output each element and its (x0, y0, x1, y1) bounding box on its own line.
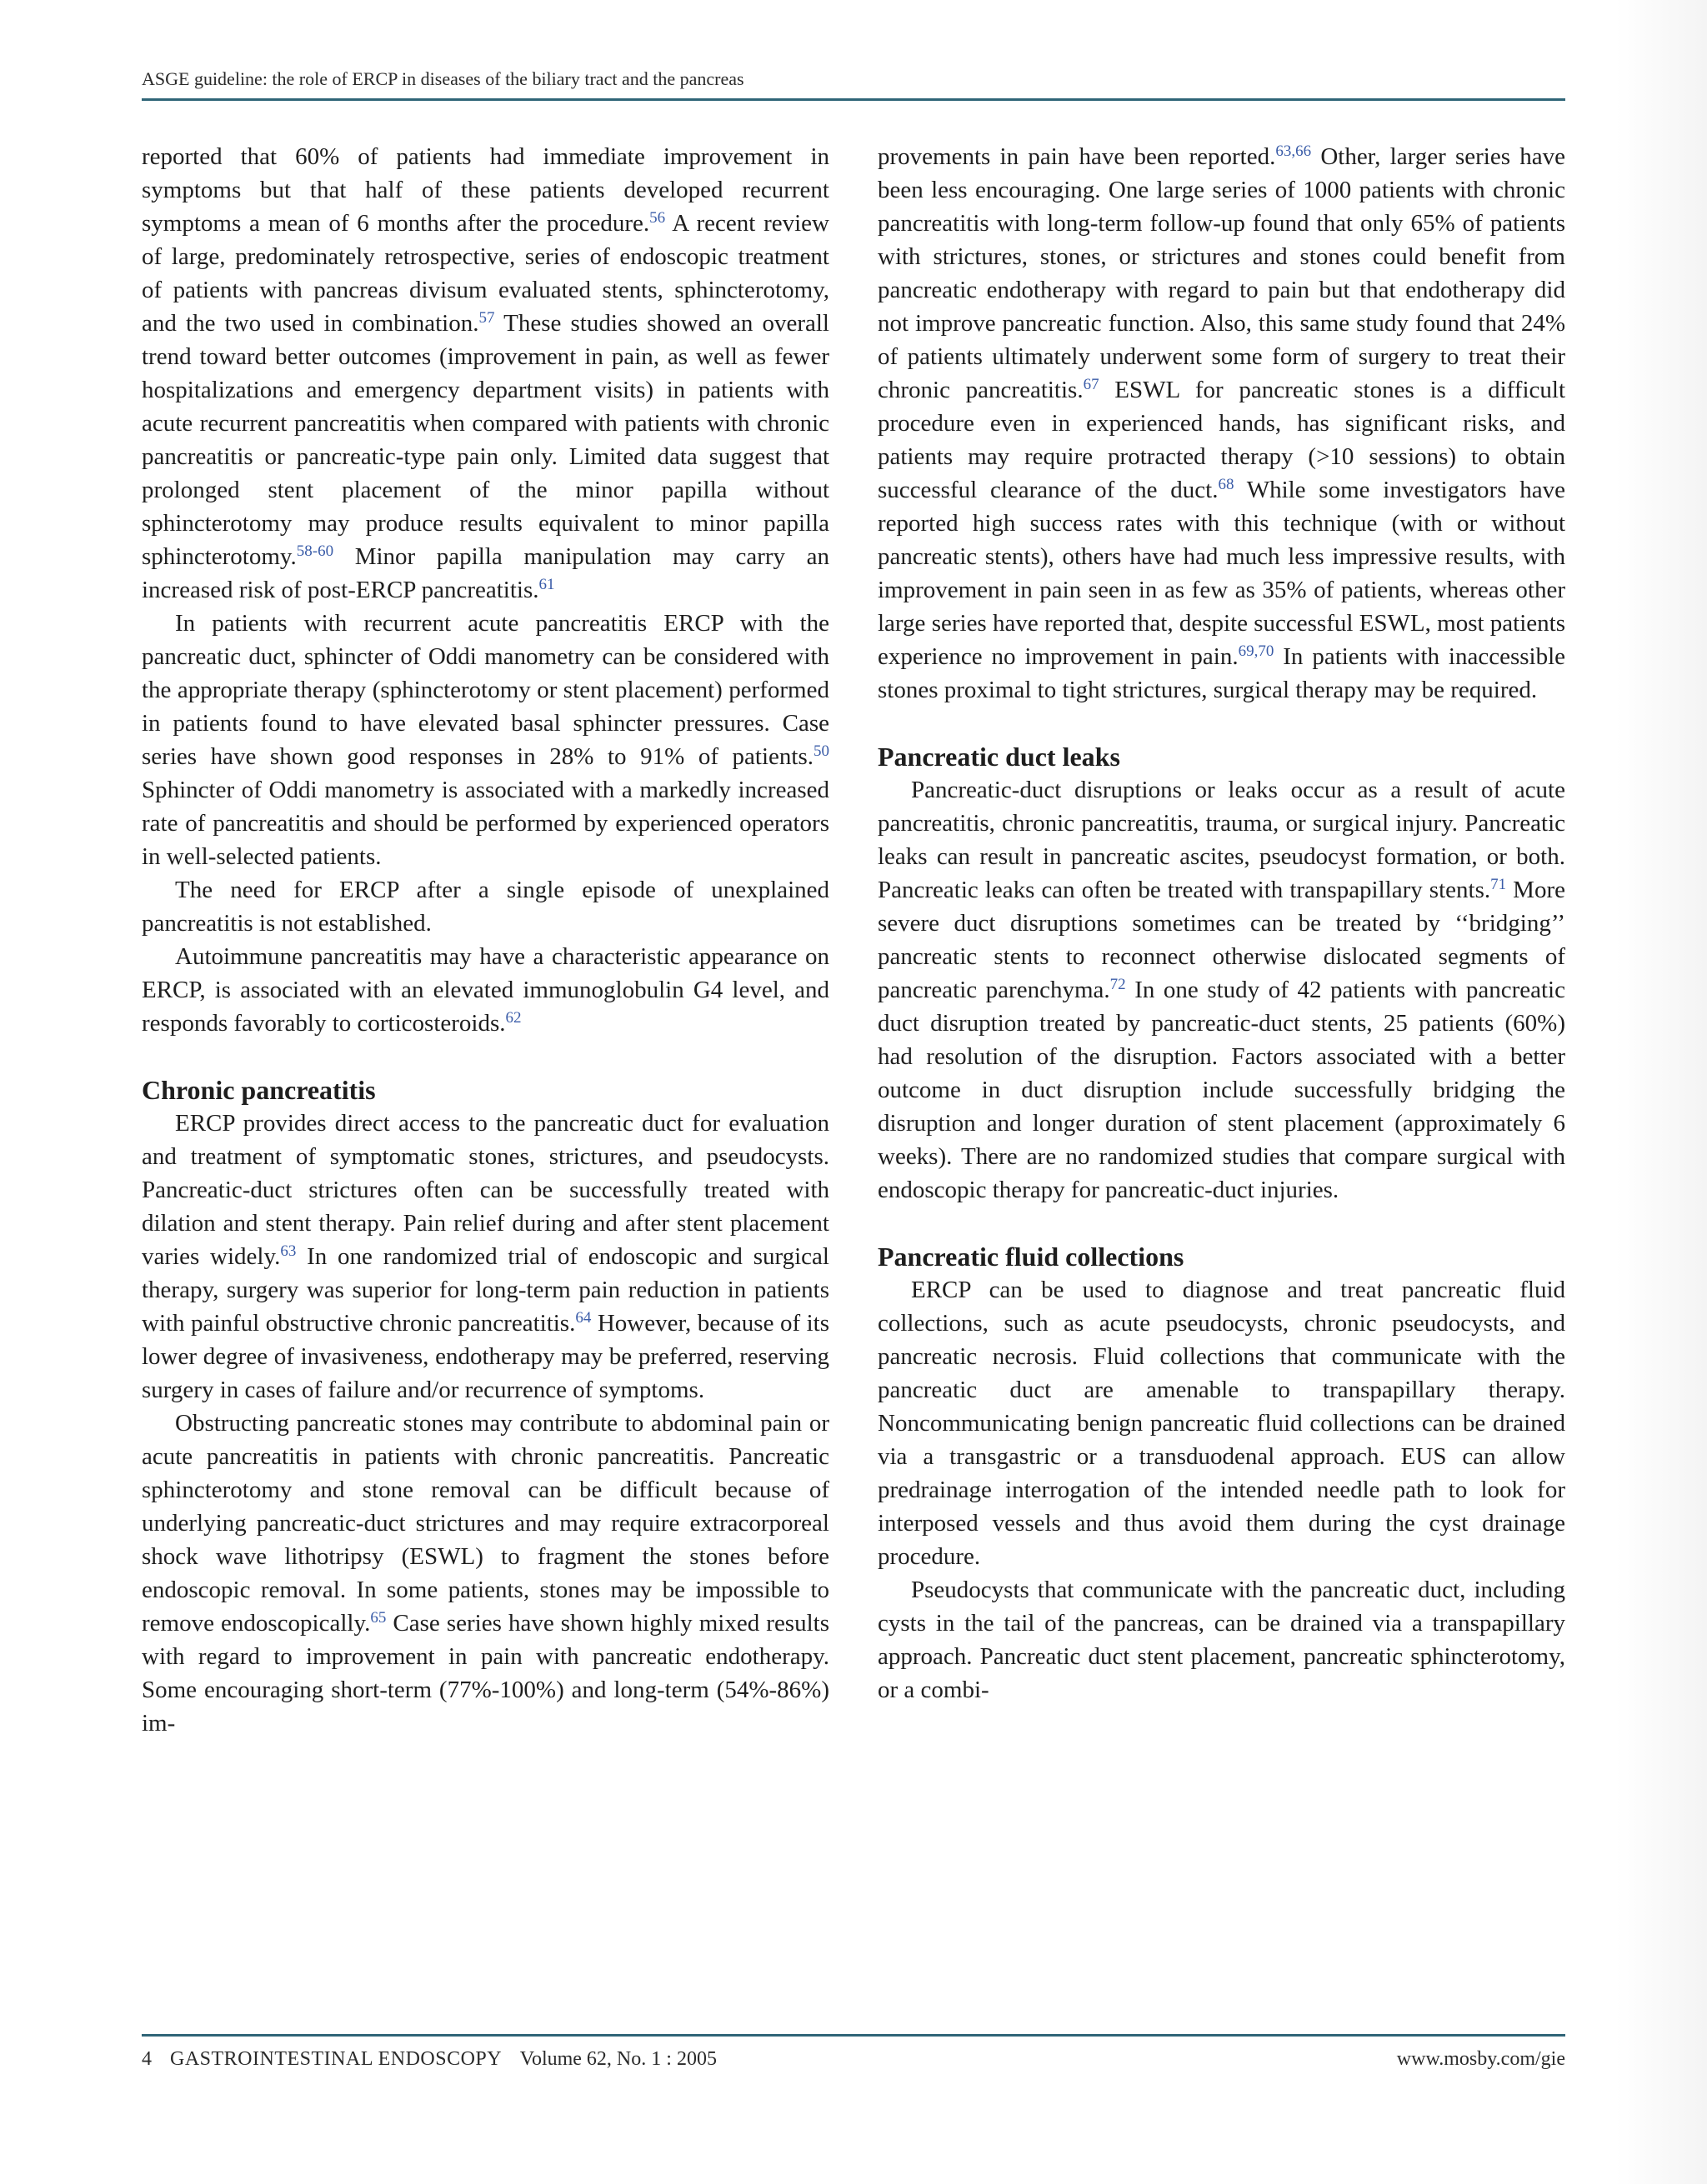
text-run: ESWL for pancreatic stones is a difficult procedure even in experienced hands, has significant risks, and patients may require protracted therapy (>10 sessions) to obtain successful clearance of the duct. (878, 377, 1565, 503)
text-run: ERCP can be used to diagnose and treat pancreatic fluid collections, such as acute pseudocysts, chronic pseudocysts, and pancreatic necrosis. Fluid collections that communicate with the pancreatic duct are amenable to transpapillary therapy. Noncommunicating benign pancreatic fluid collections can be drained via a transgastric or a transduodenal approach. EUS can allow predrainage interrogation of the intended needle path to look for interposed vessels and thus avoid them during the cyst drainage procedure. (878, 1277, 1565, 1570)
text-run: In patients with recurrent acute pancreatitis ERCP with the pancreatic duct, sphincter of Oddi manometry can be considered with the appropriate therapy (sphincterotomy or stent placement) performed in patients found to have elevated basal sphincter pressures. Case series have shown good responses in 28% to 91% of patients. (142, 610, 829, 770)
text-run: Other, larger series have been less encouraging. One large series of 1000 patients with chronic pancreatitis with long-term follow-up found that only 65% of patients with strictures, stones, or strictures and stones could benefit from pancreatic endotherapy with regard to pain but that endotherapy did not improve pancreatic function. Also, this same study found that 24% of patients ultimately underwent some form of surgery to treat their chronic pancreatitis. (878, 143, 1566, 403)
text-run: In one study of 42 patients with pancreatic duct disruption treated by pancreatic-duct stents, 25 patients (60%) had resolution of the disruption. Factors associated with a better outcome in duct disruption include successfully bridging the disruption and longer duration of stent placement (approximately 6 weeks). There are no randomized studies that compare surgical with endoscopic therapy for pancreatic-duct injuries. (878, 977, 1565, 1203)
citation-ref[interactable]: 69,70 (1238, 642, 1274, 660)
right-column (878, 140, 1565, 1707)
citation-ref[interactable]: 62 (505, 1009, 522, 1027)
text-run: In patients with inaccessible stones proximal to tight strictures, surgical therapy may be required. (878, 643, 1566, 703)
footer-rule (142, 2034, 1565, 2037)
body-paragraph (142, 607, 829, 873)
text-run: Pseudocysts that communicate with the pancreatic duct, including cysts in the tail of the pancreas, can be drained via a transpapillary approach. Pancreatic duct stent placement, pancreatic sphincterotomy, or a combi- (878, 1577, 1565, 1703)
citation-ref[interactable]: 57 (478, 309, 495, 327)
body-paragraph (142, 1107, 829, 1407)
body-paragraph (142, 1407, 829, 1740)
section-heading: Pancreatic duct leaks (878, 742, 1120, 772)
section-heading: Chronic pancreatitis (142, 1075, 376, 1105)
left-column (142, 140, 829, 1740)
citation-ref[interactable]: 58-60 (296, 542, 334, 560)
page-number: 4 (142, 2048, 152, 2070)
text-run: Obstructing pancreatic stones may contribute to abdominal pain or acute pancreatitis in patients with chronic pancreatitis. Pancreatic sphincterotomy and stone removal can be difficult because of underlying pancreatic-duct strictures and may require extracorporeal shock wave lithotripsy (ESWL) to fragment the stones before endoscopic removal. In some patients, stones may be impossible to remove endoscopically. (142, 1410, 829, 1637)
section-heading: Pancreatic fluid collections (878, 1242, 1184, 1272)
text-run: Autoimmune pancreatitis may have a characteristic appearance on ERCP, is associated with an elevated immunoglobulin G4 level, and responds favorably to corticosteroids. (142, 943, 829, 1037)
citation-ref[interactable]: 50 (813, 742, 829, 760)
text-run: Minor papilla manipulation may carry an increased risk of post-ERCP pancreatitis. (142, 543, 829, 603)
text-run: The need for ERCP after a single episode of unexplained pancreatitis is not established. (142, 877, 829, 937)
header-rule (142, 98, 1565, 101)
body-paragraph (142, 940, 829, 1040)
text-run: In one randomized trial of endoscopic and surgical therapy, surgery was superior for long-term pain reduction in patients with painful obstructive chronic pancreatitis. (142, 1243, 829, 1337)
citation-ref[interactable]: 56 (649, 209, 666, 227)
text-run: However, because of its lower degree of invasiveness, endotherapy may be preferred, reserving surgery in cases of failure and/or recurrence of symptoms. (142, 1310, 829, 1403)
volume-issue: Volume 62, No. 1 (519, 2048, 662, 2070)
text-run: More severe duct disruptions sometimes can be treated by ‘‘bridging’’ pancreatic stents to reconnect otherwise dislocated segments of pancreatic parenchyma. (878, 877, 1565, 1003)
body-paragraph (878, 1273, 1565, 1573)
footer-citation (142, 2048, 717, 2071)
body-paragraph (878, 140, 1565, 707)
text-run: These studies showed an overall trend toward better outcomes (improvement in pain, as well as fewer hospitalizations and emergency department visits) in patients with acute recurrent pancreatitis when compared with patients with chronic pancreatitis or pancreatic-type pain only. Limited data suggest that prolonged stent placement of the minor papilla without sphincterotomy may produce results equivalent to minor papilla sphincterotomy. (142, 310, 829, 570)
scan-edge-shade (1615, 0, 1707, 2184)
text-run: A recent review of large, predominately retrospective, series of endoscopic treatment of patients with pancreas divisum evaluated stents, sphincterotomy, and the two used in combination. (142, 210, 829, 337)
citation-ref[interactable]: 63 (280, 1242, 297, 1260)
citation-ref[interactable]: 63,66 (1275, 142, 1312, 160)
citation-ref[interactable]: 67 (1083, 376, 1099, 393)
citation-ref[interactable]: 64 (575, 1309, 592, 1327)
running-head: ASGE guideline: the role of ERCP in diseases of the biliary tract and the pancreas (142, 68, 744, 89)
citation-ref[interactable]: 72 (1109, 976, 1126, 993)
text-run: Sphincter of Oddi manometry is associated with a markedly increased rate of pancreatitis and should be performed by experienced operators in well-selected patients. (142, 777, 829, 870)
text-run: Pancreatic-duct disruptions or leaks occur as a result of acute pancreatitis, chronic pancreatitis, trauma, or surgical injury. Pancreatic leaks can result in pancreatic ascites, pseudocyst formation, or both. Pancreatic leaks can often be treated with transpapillary stents. (878, 777, 1565, 903)
citation-ref[interactable]: 61 (538, 576, 555, 593)
text-run: While some investigators have reported high success rates with this technique (with or without pancreatic stents), others have had much less impressive results, with improvement in pain seen in as few as 35% of patients, whereas other large series have reported that, despite successful ESWL, most patients experience no improvement in pain. (878, 477, 1565, 670)
journal-url[interactable]: www.mosby.com/gie (1396, 2048, 1565, 2070)
journal-name: GASTROINTESTINAL ENDOSCOPY (170, 2048, 503, 2070)
body-paragraph (878, 1573, 1565, 1707)
text-run: ERCP provides direct access to the pancreatic duct for evaluation and treatment of symptomatic stones, strictures, and pseudocysts. Pancreatic-duct strictures often can be successfully treated with dilation and stent therapy. Pain relief during and after stent placement varies widely. (142, 1110, 829, 1270)
body-paragraph (142, 140, 829, 607)
citation-ref[interactable]: 71 (1490, 876, 1507, 893)
text-run: reported that 60% of patients had immediate improvement in symptoms but that half of these patients developed recurrent symptoms a mean of 6 months after the procedure. (142, 143, 829, 237)
text-run: Case series have shown highly mixed results with regard to improvement in pain with pancreatic endotherapy. Some encouraging short-term (77%-100%) and long-term (54%-86%) im- (142, 1610, 829, 1737)
text-run: provements in pain have been reported. (878, 143, 1276, 170)
citation-ref[interactable]: 65 (370, 1609, 387, 1627)
citation-ref[interactable]: 68 (1218, 476, 1234, 493)
citation-separator: : (666, 2048, 672, 2070)
body-paragraph (878, 773, 1565, 1207)
publication-year: 2005 (676, 2048, 717, 2070)
body-paragraph (142, 873, 829, 940)
